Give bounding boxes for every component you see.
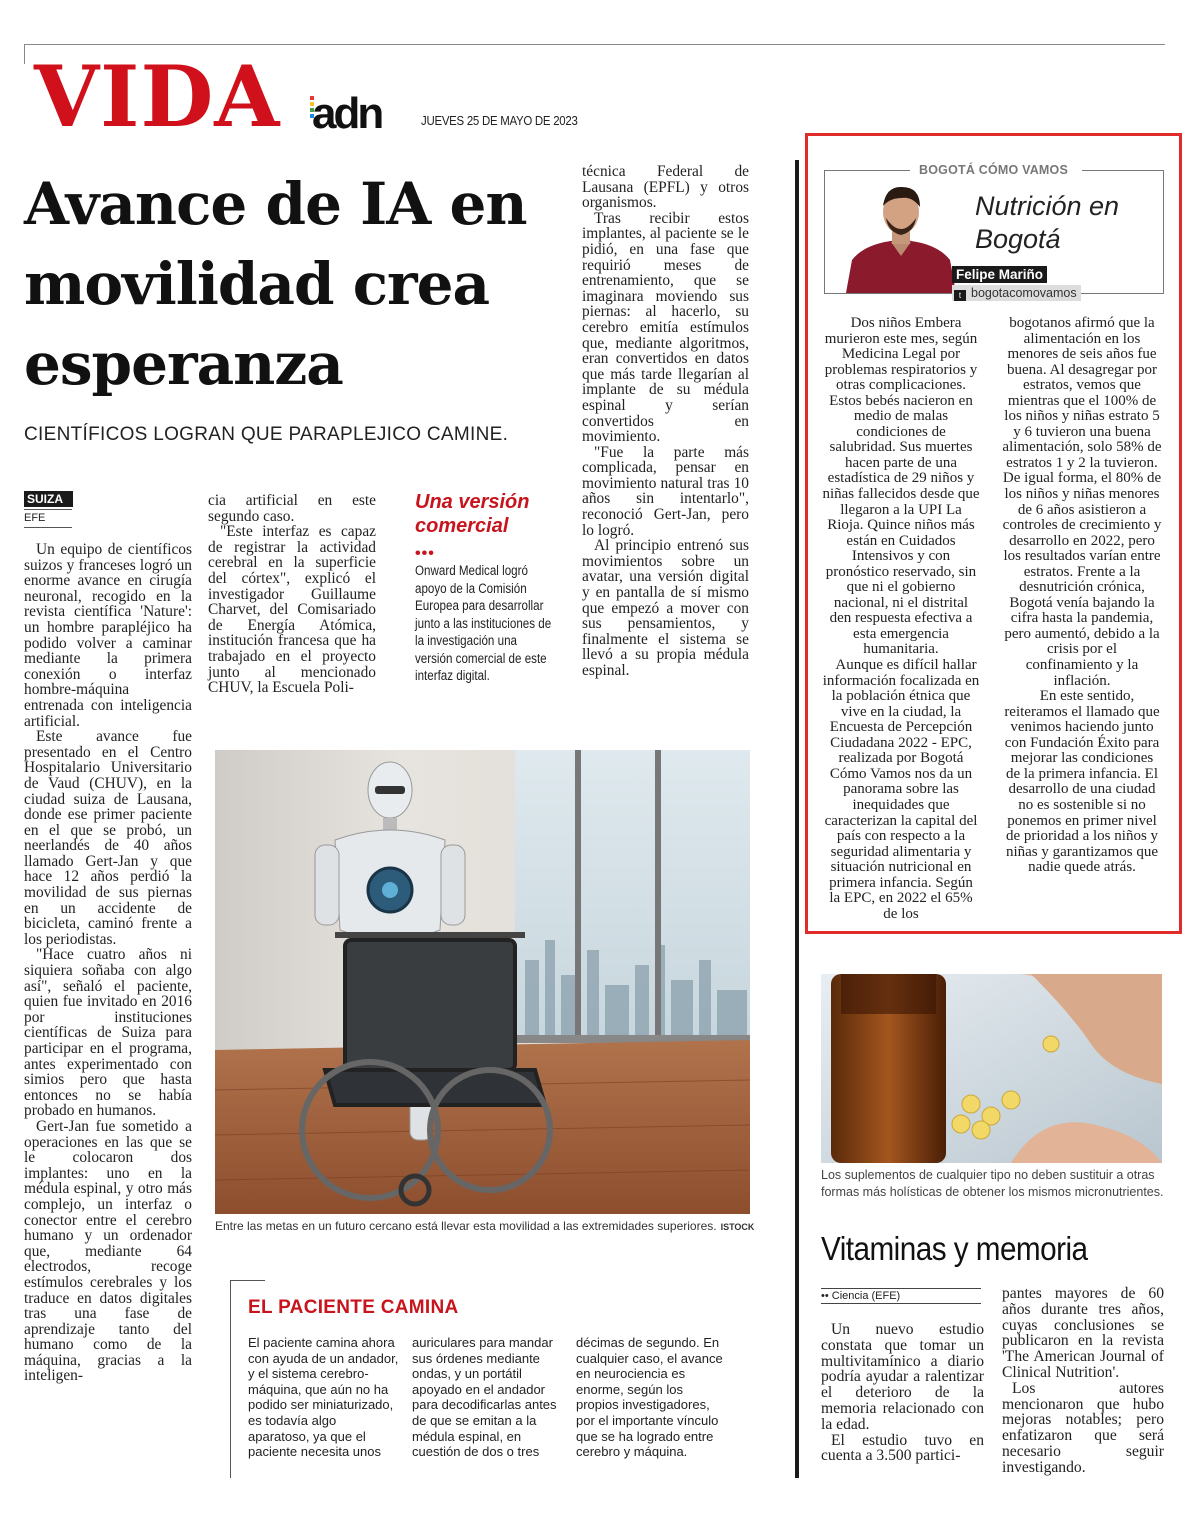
pills-photo: [821, 974, 1162, 1163]
location-tag: SUIZA: [24, 491, 73, 507]
sidebar-heading: Una versión comercial: [415, 491, 530, 537]
opinion-column-1: [822, 316, 980, 922]
box-frame: [230, 1280, 231, 1478]
brand-logo: adn: [312, 89, 382, 138]
opinion-title: Nutrición en Bogotá: [975, 191, 1120, 254]
headline: Avance de IA en movilidad crea esperanza: [24, 170, 527, 398]
deck: CIENTÍFICOS LOGRAN QUE PARAPLEJICO CAMINE.: [24, 424, 509, 445]
caption-text: Entre las metas en un futuro cercano está llevar esta movilidad a las extremidades superiores.: [215, 1219, 717, 1233]
top-rule-tick: [24, 44, 25, 64]
sidebar-text: Onward Medical logró apoyo de la Comisión Europea para desarrollar junto a las instituciones de la investigación una versión comercial de este interfaz digital.: [415, 563, 552, 683]
paragraph: pantes mayores de 60 años durante tres años, cuyas conclusiones se publicaron en la revista 'The American Journal of Clinical Nutrition'.: [1002, 1285, 1164, 1381]
paragraph: "Fue la parte más complicada, pensar en movimiento natural tras 10 años sin intentarlo", reconoció Gert-Jan, pero lo logró.: [582, 443, 749, 539]
paragraph: Gert-Jan fue sometido a operaciones en las que se le colocaron dos implantes: uno en la médula espinal, y otro más complejo, un interfaz o conector entre el cerebro humano y un ordenador que, mediante 64 electrodos, recoge estímulos cerebrales y los traduce en datos digitales tras una fase de aprendizaje tanto del humano como de la máquina, gracias a la inteligen-: [24, 1117, 192, 1385]
box-column: El paciente camina ahora con ayuda de un andador, y el sistema cerebro-máquina, que aún no ha podido ser miniaturizado, es todavía algo aparatoso, ya que el paciente necesita unos: [248, 1335, 399, 1460]
paragraph: Este avance fue presentado en el Centro Hospitalario Universitario de Vaud (CHUV), en la ciudad suiza de Lausana, donde ese primer paciente en el que se probó, un neerlandés de 40 años llamado Gert-Jan y que hace 12 años perdió la movilidad de sus piernas en un accidente de bicicleta, caminó frente a los periodistas.: [24, 728, 192, 948]
paragraph: Tras recibir estos implantes, al paciente se le pidió, en una fase que requirió meses de entrenamiento, que se imaginara moviendo sus piernas: al hacerlo, su cerebro emitía estímulos que, mediante algoritmos, eran convertidos en datos que más tarde llegarían al implante de su médula espinal y serían convertidos en movimiento.: [582, 209, 749, 446]
author-photo: [846, 180, 956, 293]
source-label: EFE: [24, 512, 46, 524]
article-column-2: [208, 493, 376, 696]
article-column-3: [582, 164, 749, 679]
divider: [821, 1288, 981, 1289]
paragraph: Al principio entrenó sus movimientos sobre un avatar, una versión digital y en pantalla de sí mismo que empezó a mover con sus pensamientos, y finalmente el sistema se llevó a su propia médula espinal.: [582, 537, 749, 679]
paragraph: Dos niños Embera murieron este mes, según Medicina Legal por problemas respiratorios y otras complicaciones. Estos bebés nacieron en medio de malas condiciones de salubridad. Sus muertes hacen parte de una estadística de 29 niños y niñas fallecidos desde que llegaron a la UPI La Rioja. Quince niños más están en Cuidados Intensivos y con pronóstico reservado, sin que ni el gobierno nacional, ni el distrital den respuesta efectiva a esta emergencia humanitaria.: [822, 315, 980, 658]
photo-caption: Los suplementos de cualquier tipo no deben sustituir a otras formas más holísticas de obtener los mismos micronutrientes.: [821, 1168, 1164, 1199]
article-column: [1002, 1286, 1164, 1476]
photo-credit: ISTOCK: [720, 1222, 755, 1232]
paragraph: El estudio tuvo en cuenta a 3.500 partici-: [821, 1431, 984, 1465]
photo-caption: [215, 1219, 754, 1233]
robot-wheelchair-photo: [215, 750, 750, 1214]
twitter-icon: t: [954, 290, 966, 301]
sidebar-dots: •••: [415, 545, 435, 562]
author-name: Felipe Mariño: [952, 266, 1047, 283]
column-divider: [795, 160, 799, 1478]
author-handle[interactable]: [952, 285, 1081, 301]
article-title: Vitaminas y memoria: [821, 1230, 1088, 1267]
divider: [821, 1303, 981, 1304]
section-title: VIDA: [34, 47, 281, 146]
paragraph: En este sentido, reiteramos el llamado que venimos haciendo junto con Fundación Éxito para mejorar las condiciones de la primera infancia. El desarrollo de una ciudad no es sostenible si no ponemos en primer nivel de prioridad a los niños y niñas y garantizamos que nadie quede atrás.: [1004, 688, 1160, 876]
paragraph: Un equipo de científicos suizos y franceses logró un enorme avance en cirugía neuronal, recogido en la revista científica 'Nature': un hombre parapléjico ha podido volver a caminar mediante la primera conexión o interfaz hombre-máquina entrenada con inteligencia artificial.: [24, 541, 192, 730]
divider: [24, 527, 72, 528]
paragraph: "Hace cuatro años ni siquiera soñaba con algo así", señaló el paciente, quien fue invitado en 2016 por instituciones científicas de Suiza para participar en el programa, antes experimentado con simios pero que hasta entonces no se había probado en humanos.: [24, 946, 192, 1120]
paragraph: Aunque es difícil hallar información focalizada en la población étnica que vive en la ciudad, la Encuesta de Percepción Ciudadana 2022 - EPC, realizada por Bogotá Cómo Vamos nos da un panorama sobre las inequidades que caracterizan la capital del país con respecto a la seguridad alimentaria y situación nutricional en primera infancia. Según la EPC, en 2022 el 65% de los: [822, 657, 980, 922]
box-column: décimas de segundo. En cualquier caso, el avance en neurociencia es enorme, según los propios investigadores, por el importante vínculo que se ha logrado entre cerebro y máquina.: [576, 1335, 723, 1460]
opinion-column-2: [1002, 316, 1162, 876]
opinion-kicker: BOGOTÁ CÓMO VAMOS: [919, 163, 1068, 177]
box-column: auriculares para mandar sus órdenes mediante ondas, y un portátil apoyado en el andador para decodificarlas antes de que se emitan a la médula espinal, en cuestión de dos o tres: [412, 1335, 557, 1460]
article-column: [821, 1322, 984, 1464]
divider: [24, 509, 72, 510]
paragraph: cia artificial en este segundo caso.: [208, 492, 376, 525]
article-column-1: [24, 542, 192, 1384]
top-rule: [24, 44, 1165, 45]
box-title: EL PACIENTE CAMINA: [248, 1297, 459, 1318]
issue-date: JUEVES 25 DE MAYO DE 2023: [421, 113, 578, 128]
paragraph: Los autores mencionaron que hubo mejoras notables; pero enfatizaron que será necesario seguir investigando.: [1002, 1379, 1164, 1476]
paragraph: técnica Federal de Lausana (EPFL) y otros organismos.: [582, 163, 749, 212]
handle-text: bogotacomovamos: [971, 286, 1077, 300]
paragraph: bogotanos afirmó que la alimentación en los menores de seis años fue buena. Al desagregar por estratos, vemos que mientras que el 100% de los niños y niñas estrato 5 y 6 tuvieron una buena alimentación, solo 58% de estratos 1 y 2 la tuvieron. De igual forma, el 80% de los niños y niñas menores de 6 años asistieron a controles de crecimiento y desarrollo en 2022, pero los resultados varían entre estratos. Frente a la desnutrición crónica, Bogotá venía bajando la cifra hasta la pandemia, pero aumentó, debido a la crisis por el confinamiento y la inflación.: [1002, 315, 1162, 689]
paragraph: Un nuevo estudio constata que tomar un multivitamínico a diario podría ayudar a ralentizar el deterioro de la memoria relacionado con la edad.: [821, 1321, 984, 1433]
box-frame: [230, 1280, 265, 1281]
source-label: •• Ciencia (EFE): [821, 1290, 901, 1302]
paragraph: "Este interfaz es capaz de registrar la actividad cerebral en la superficie del córtex", explicó el investigador Guillaume Charvet, del Comisariado de Energía Atómica, institución francesa que ha trabajado en el proyecto junto al mencionado CHUV, la Escuela Poli-: [208, 523, 376, 697]
